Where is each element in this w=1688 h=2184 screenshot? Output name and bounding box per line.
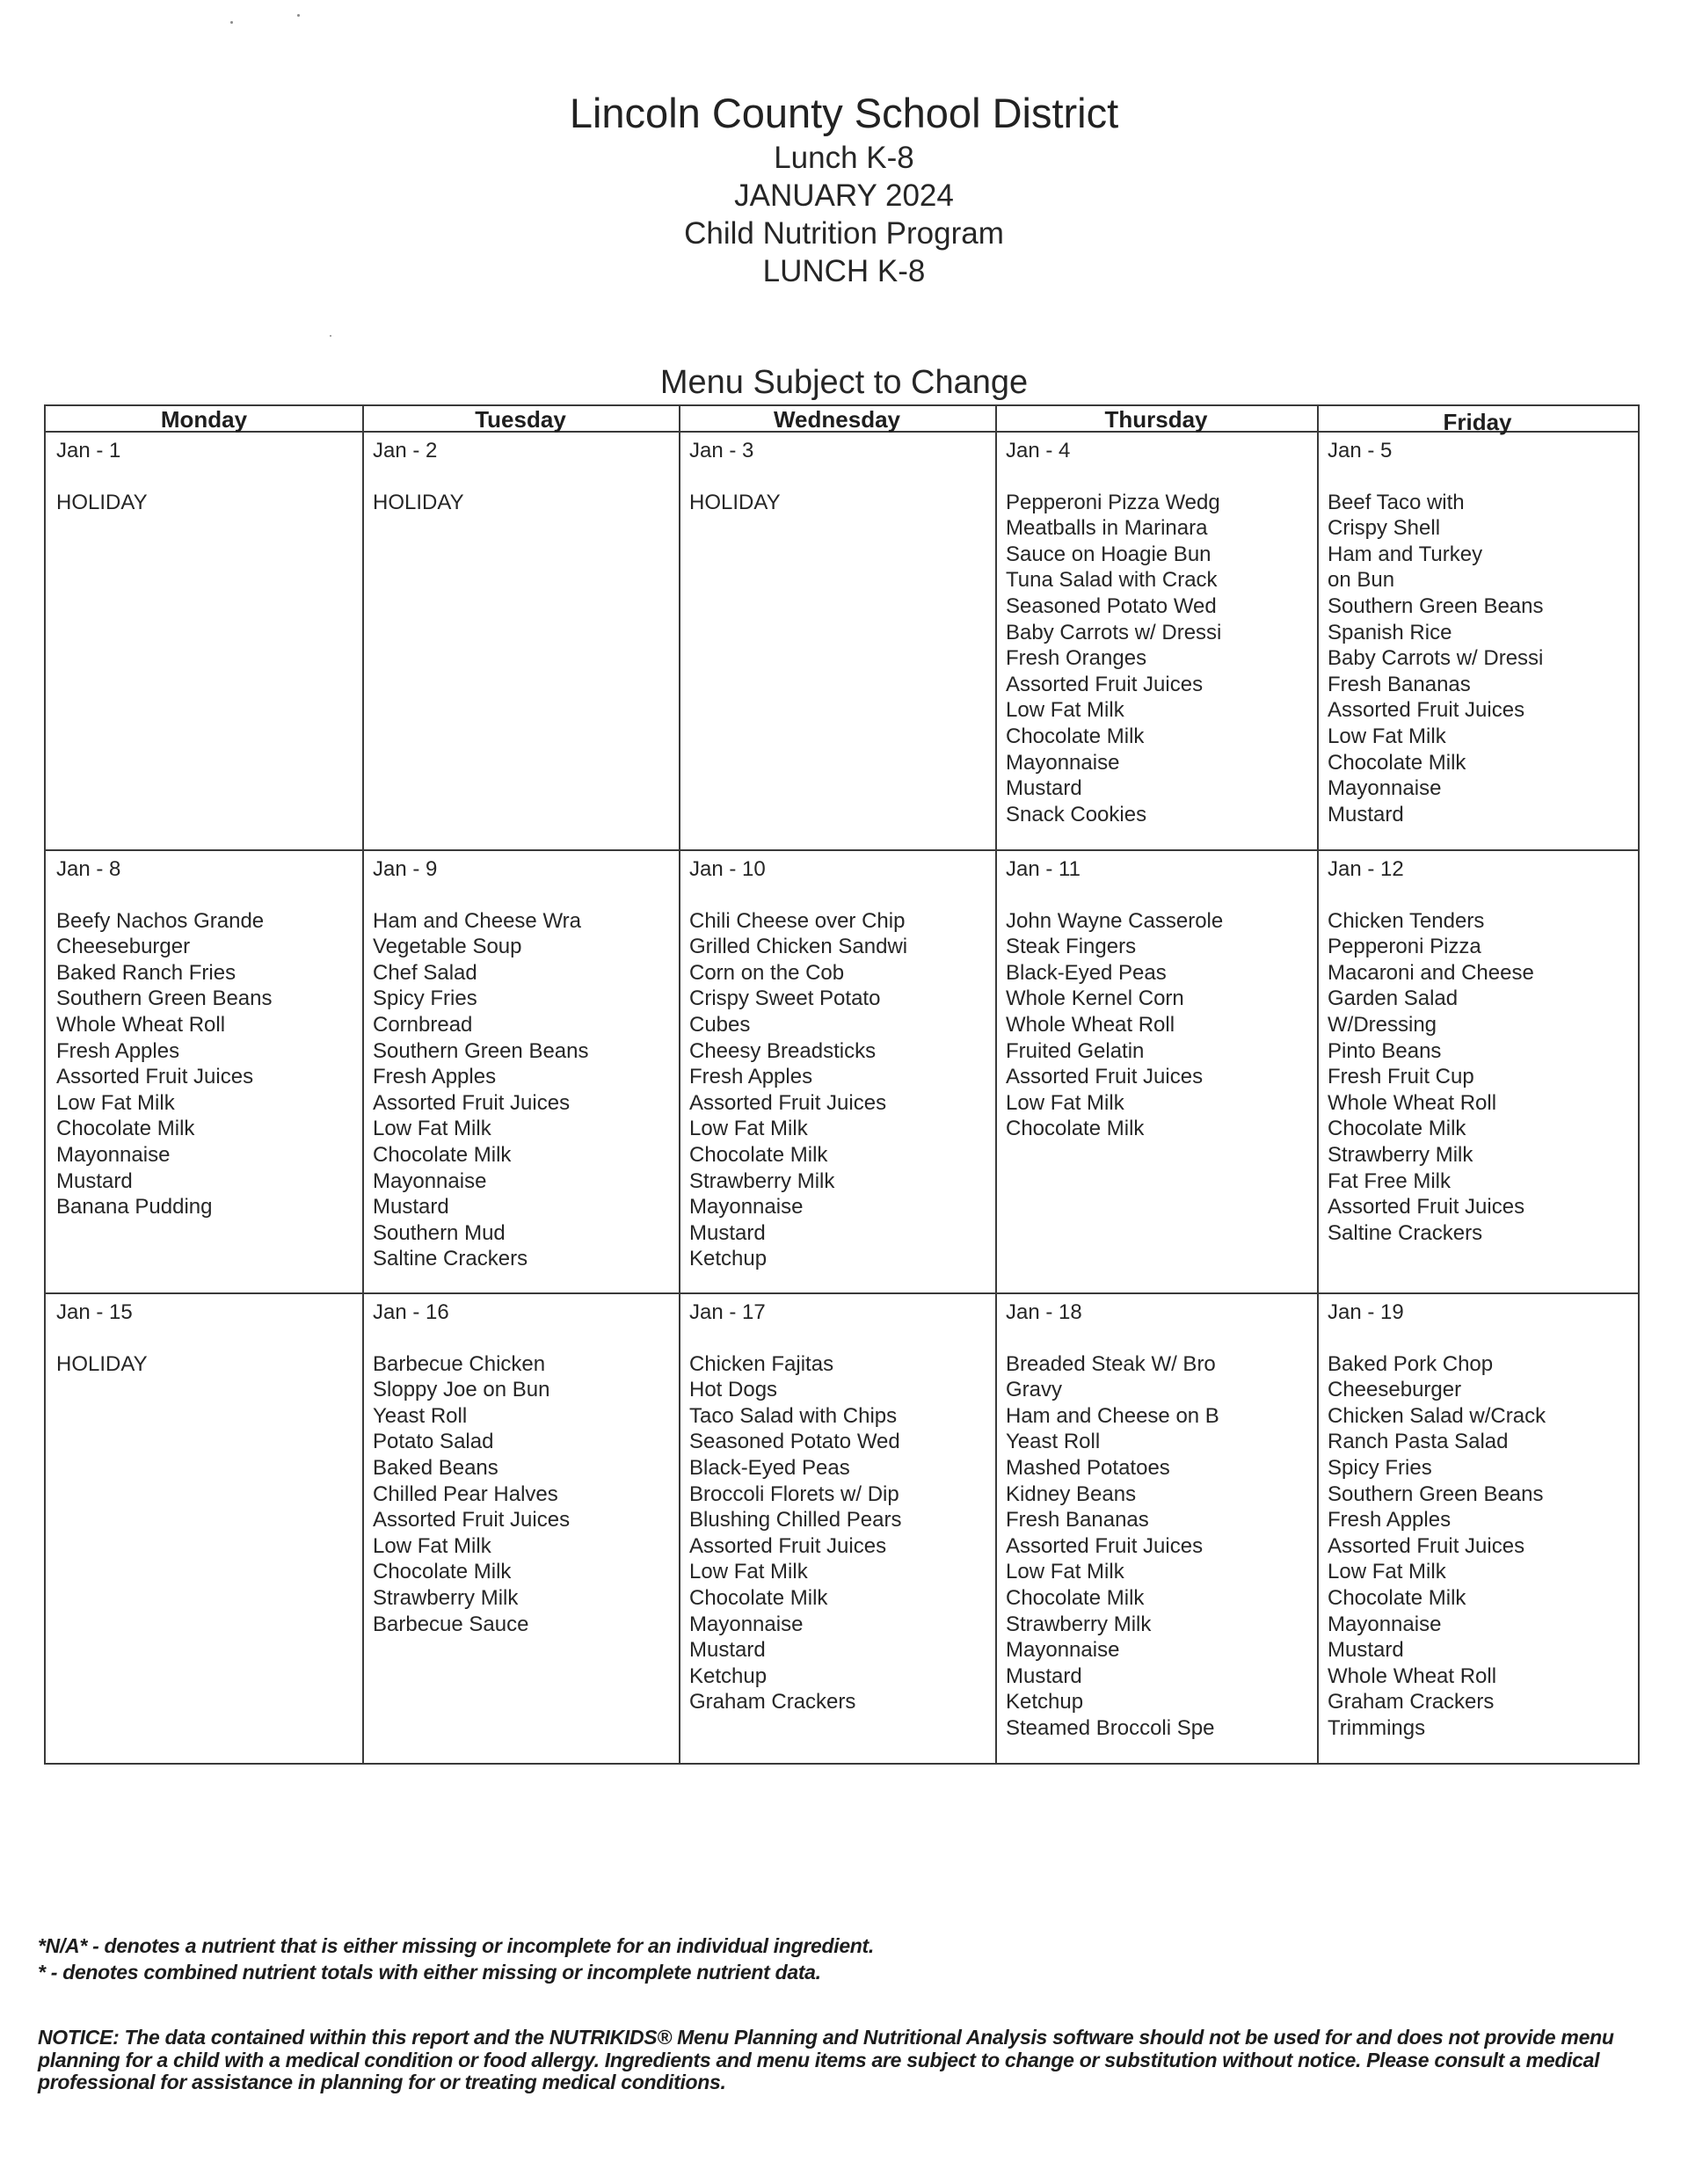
menu-item: Southern Green Beans (1328, 1481, 1544, 1506)
menu-item: Mustard (689, 1638, 766, 1663)
menu-item: Chicken Tenders (1328, 908, 1485, 933)
menu-items (1328, 908, 1638, 1247)
menu-item: Mayonnaise (56, 1142, 171, 1167)
menu-item: Whole Kernel Corn (1006, 986, 1184, 1011)
menu-item: Strawberry Milk (689, 1168, 835, 1193)
footnote-na: *N/A* - denotes a nutrient that is either missing or incomplete for an individual ingredient. (38, 1934, 875, 1957)
column-header-friday: Friday (1443, 409, 1512, 435)
menu-item: Cubes (689, 1012, 751, 1037)
menu-item: Assorted Fruit Juices (1328, 698, 1525, 723)
menu-item: Chocolate Milk (1006, 724, 1145, 748)
menu-item: Assorted Fruit Juices (1006, 1065, 1204, 1089)
menu-items (1006, 908, 1317, 1142)
day-cell (679, 851, 995, 1272)
date-label: Jan - 9 (373, 857, 438, 881)
menu-item: Low Fat Milk (1006, 698, 1124, 723)
menu-item: Assorted Fruit Juices (373, 1090, 571, 1115)
menu-item: Tuna Salad with Crack (1006, 568, 1218, 593)
menu-item: Assorted Fruit Juices (689, 1090, 887, 1115)
date-label: Jan - 19 (1328, 1300, 1404, 1324)
menu-items (56, 908, 362, 1220)
header-line-lunch-k8: Lunch K-8 (774, 141, 914, 175)
menu-item: Vegetable Soup (373, 935, 522, 959)
menu-item: Garden Salad (1328, 986, 1459, 1011)
menu-item: Whole Wheat Roll (1006, 1012, 1175, 1037)
date-label: Jan - 11 (1006, 857, 1080, 881)
menu-item: Black-Eyed Peas (1006, 960, 1167, 985)
menu-item: Breaded Steak W/ Bro (1006, 1351, 1216, 1376)
menu-item: Mayonnaise (373, 1168, 487, 1193)
menu-item: Saltine Crackers (373, 1247, 528, 1271)
menu-item: Chocolate Milk (56, 1117, 195, 1141)
menu-item: Potato Salad (373, 1430, 494, 1454)
date-label: Jan - 4 (1006, 439, 1071, 462)
menu-item: Baby Carrots w/ Dressi (1006, 620, 1222, 644)
menu-item: Strawberry Milk (373, 1585, 519, 1610)
menu-item: Snack Cookies (1006, 802, 1147, 826)
menu-item: Ham and Turkey (1328, 542, 1483, 566)
menu-item: Mayonnaise (1006, 1638, 1120, 1663)
column-header-monday: Monday (160, 406, 248, 433)
menu-item: Baby Carrots w/ Dressi (1328, 646, 1544, 671)
menu-items (373, 1351, 679, 1638)
menu-item: Chocolate Milk (373, 1142, 512, 1167)
menu-item: Mayonnaise (689, 1195, 804, 1219)
menu-item: Mustard (1328, 1638, 1404, 1663)
menu-items (56, 490, 362, 516)
menu-item: Fresh Apples (373, 1065, 497, 1089)
menu-item: Southern Mud (373, 1220, 506, 1245)
menu-item: Seasoned Potato Wed (689, 1430, 900, 1454)
notice-disclaimer: NOTICE: The data contained within this report and the NUTRIKIDS® Menu Planning and Nutritional Analysis software should not be used for and does not provide menu planning for a child with a medical condition or food allergy. Ingredients and menu items are subject to change or substitution without notice. Please consult a medical professional for assistance in planning for or treating medical conditions. (38, 2026, 1614, 2093)
menu-items (1006, 490, 1317, 828)
menu-item: Low Fat Milk (1006, 1090, 1124, 1115)
date-label: Jan - 8 (56, 857, 121, 881)
menu-item: Mustard (1006, 1663, 1082, 1688)
menu-items (1006, 1351, 1317, 1742)
menu-item: Kidney Beans (1006, 1481, 1137, 1506)
menu-item: Yeast Roll (1006, 1430, 1101, 1454)
menu-item: Barbecue Sauce (373, 1612, 529, 1636)
menu-item: Low Fat Milk (373, 1533, 491, 1558)
menu-item: Ketchup (689, 1663, 768, 1688)
header-line-month: JANUARY 2024 (734, 178, 954, 213)
menu-item: Assorted Fruit Juices (1328, 1195, 1525, 1219)
menu-item: Chili Cheese over Chip (689, 908, 906, 933)
footnote-star: * - denotes combined nutrient totals with either missing or incomplete nutrient data. (38, 1961, 821, 1984)
menu-item: Chilled Pear Halves (373, 1481, 558, 1506)
menu-item: John Wayne Casserole (1006, 908, 1224, 933)
menu-item: Pepperoni Pizza (1328, 935, 1481, 959)
date-label: Jan - 18 (1006, 1300, 1082, 1324)
menu-item: Mustard (373, 1195, 449, 1219)
menu-item: Pinto Beans (1328, 1038, 1442, 1063)
menu-item: Sloppy Joe on Bun (373, 1378, 550, 1402)
menu-item: Fresh Apples (689, 1065, 813, 1089)
menu-item: Ranch Pasta Salad (1328, 1430, 1509, 1454)
day-cell (995, 433, 1317, 827)
menu-item: Trimmings (1328, 1715, 1426, 1740)
menu-item: Crispy Sweet Potato (689, 986, 881, 1011)
menu-item: Baked Beans (373, 1455, 498, 1480)
menu-item: Fruited Gelatin (1006, 1038, 1145, 1063)
day-cell (679, 433, 995, 515)
day-cell (362, 851, 679, 1272)
menu-item: Assorted Fruit Juices (373, 1508, 571, 1532)
menu-item: Mayonnaise (1328, 1612, 1442, 1636)
day-cell (995, 1294, 1317, 1742)
menu-item: Whole Wheat Roll (56, 1012, 226, 1037)
day-cell (362, 1294, 679, 1637)
day-cell (1317, 851, 1638, 1246)
day-cell (46, 433, 362, 515)
menu-item: Whole Wheat Roll (1328, 1090, 1497, 1115)
menu-item: Sauce on Hoagie Bun (1006, 542, 1211, 566)
menu-item: Mayonnaise (689, 1612, 804, 1636)
menu-item: Cornbread (373, 1012, 473, 1037)
date-label: Jan - 15 (56, 1300, 133, 1324)
menu-item: Low Fat Milk (373, 1117, 491, 1141)
menu-item: Low Fat Milk (689, 1560, 808, 1584)
header-line-program: Child Nutrition Program (684, 216, 1004, 251)
menu-item: Chocolate Milk (689, 1142, 828, 1167)
menu-item: Low Fat Milk (1328, 1560, 1446, 1584)
menu-item: Barbecue Chicken (373, 1351, 546, 1376)
menu-item: Taco Salad with Chips (689, 1403, 898, 1428)
menu-item: Black-Eyed Peas (689, 1455, 850, 1480)
menu-items (373, 490, 679, 516)
day-cell (1317, 1294, 1638, 1742)
menu-item: Chocolate Milk (1006, 1585, 1145, 1610)
menu-item: Low Fat Milk (1328, 724, 1446, 748)
menu-items (689, 908, 995, 1272)
menu-item: Spanish Rice (1328, 620, 1452, 644)
menu-item: Fresh Apples (56, 1038, 180, 1063)
menu-item: Southern Green Beans (56, 986, 273, 1011)
menu-items (56, 1351, 362, 1378)
menu-item: Broccoli Florets w/ Dip (689, 1481, 899, 1506)
menu-item: Chicken Fajitas (689, 1351, 834, 1376)
menu-item: Mustard (1328, 802, 1404, 826)
menu-item: Baked Pork Chop (1328, 1351, 1494, 1376)
menu-item: Steak Fingers (1006, 935, 1137, 959)
date-label: Jan - 17 (689, 1300, 766, 1324)
menu-item: Corn on the Cob (689, 960, 845, 985)
menu-item: Chicken Salad w/Crack (1328, 1403, 1546, 1428)
menu-item: Banana Pudding (56, 1195, 213, 1219)
date-label: Jan - 2 (373, 439, 438, 462)
menu-item: Chocolate Milk (1328, 1585, 1466, 1610)
menu-item: Mayonnaise (1328, 776, 1442, 801)
menu-item: Southern Green Beans (1328, 593, 1544, 618)
menu-item: Mustard (1006, 776, 1082, 801)
menu-item: Chocolate Milk (373, 1560, 512, 1584)
menu-item: Mayonnaise (1006, 750, 1120, 775)
document-header (0, 88, 1688, 290)
date-label: Jan - 5 (1328, 439, 1393, 462)
menu-items (689, 1351, 995, 1715)
menu-item: Whole Wheat Roll (1328, 1663, 1497, 1688)
menu-item: Ketchup (1006, 1690, 1084, 1714)
menu-item: Chocolate Milk (1328, 750, 1466, 775)
menu-item: Low Fat Milk (56, 1090, 175, 1115)
day-cell (46, 851, 362, 1220)
menu-item: Chocolate Milk (689, 1585, 828, 1610)
menu-item: Assorted Fruit Juices (56, 1065, 254, 1089)
date-label: Jan - 16 (373, 1300, 449, 1324)
menu-calendar-table (44, 404, 1640, 1765)
menu-item: Southern Green Beans (373, 1038, 589, 1063)
menu-item: Cheeseburger (1328, 1378, 1462, 1402)
menu-item: Chef Salad (373, 960, 477, 985)
day-cell (46, 1294, 362, 1377)
menu-item: Spicy Fries (373, 986, 477, 1011)
day-cell (995, 851, 1317, 1142)
menu-item: Cheesy Breadsticks (689, 1038, 877, 1063)
menu-item: Fresh Fruit Cup (1328, 1065, 1474, 1089)
holiday-label: HOLIDAY (56, 1351, 148, 1376)
menu-item: Ham and Cheese on B (1006, 1403, 1219, 1428)
menu-item: W/Dressing (1328, 1012, 1437, 1037)
menu-item: Steamed Broccoli Spe (1006, 1715, 1215, 1740)
scan-speck (330, 335, 331, 337)
menu-items (1328, 1351, 1638, 1742)
column-header-tuesday: Tuesday (475, 406, 566, 433)
menu-item: Hot Dogs (689, 1378, 778, 1402)
menu-item: Ketchup (689, 1247, 768, 1271)
scan-speck (230, 21, 233, 24)
menu-item: Grilled Chicken Sandwi (689, 935, 908, 959)
menu-item: Chocolate Milk (1006, 1117, 1145, 1141)
menu-item: Beef Taco with (1328, 490, 1465, 514)
menu-item: Meatballs in Marinara (1006, 516, 1208, 541)
date-label: Jan - 3 (689, 439, 754, 462)
menu-items (373, 908, 679, 1272)
menu-item: Fresh Apples (1328, 1508, 1452, 1532)
menu-item: Strawberry Milk (1328, 1142, 1473, 1167)
menu-item: Saltine Crackers (1328, 1220, 1483, 1245)
menu-item: Low Fat Milk (1006, 1560, 1124, 1584)
day-cell (1317, 433, 1638, 827)
district-title: Lincoln County School District (569, 90, 1119, 136)
holiday-label: HOLIDAY (689, 490, 781, 514)
day-cell (362, 433, 679, 515)
menu-item: Graham Crackers (1328, 1690, 1495, 1714)
date-label: Jan - 12 (1328, 857, 1404, 881)
menu-items (1328, 490, 1638, 828)
menu-item: Assorted Fruit Juices (1006, 672, 1204, 696)
menu-item: Crispy Shell (1328, 516, 1441, 541)
scan-speck (297, 14, 300, 17)
menu-item: Assorted Fruit Juices (1328, 1533, 1525, 1558)
date-label: Jan - 10 (689, 857, 766, 881)
menu-item: Blushing Chilled Pears (689, 1508, 902, 1532)
menu-item: Assorted Fruit Juices (689, 1533, 887, 1558)
menu-item: Fresh Bananas (1328, 672, 1471, 696)
menu-item: Fat Free Milk (1328, 1168, 1452, 1193)
menu-items (689, 490, 995, 516)
menu-item: Cheeseburger (56, 935, 191, 959)
menu-item: Pepperoni Pizza Wedg (1006, 490, 1220, 514)
menu-item: Assorted Fruit Juices (1006, 1533, 1204, 1558)
day-cell (679, 1294, 995, 1715)
menu-item: Graham Crackers (689, 1690, 856, 1714)
holiday-label: HOLIDAY (56, 490, 148, 514)
menu-item: Baked Ranch Fries (56, 960, 236, 985)
menu-item: Seasoned Potato Wed (1006, 593, 1217, 618)
menu-item: on Bun (1328, 568, 1395, 593)
menu-item: Mustard (56, 1168, 133, 1193)
menu-subject-to-change-note: Menu Subject to Change (659, 364, 1029, 401)
column-header-wednesday: Wednesday (773, 406, 900, 433)
menu-item: Strawberry Milk (1006, 1612, 1152, 1636)
menu-item: Gravy (1006, 1378, 1063, 1402)
menu-item: Mashed Potatoes (1006, 1455, 1170, 1480)
menu-item: Chocolate Milk (1328, 1117, 1466, 1141)
menu-item: Mustard (689, 1220, 766, 1245)
menu-item: Macaroni and Cheese (1328, 960, 1534, 985)
holiday-label: HOLIDAY (373, 490, 464, 514)
menu-item: Ham and Cheese Wra (373, 908, 581, 933)
menu-item: Fresh Oranges (1006, 646, 1147, 671)
menu-item: Low Fat Milk (689, 1117, 808, 1141)
column-header-thursday: Thursday (1104, 406, 1208, 433)
date-label: Jan - 1 (56, 439, 121, 462)
menu-item: Yeast Roll (373, 1403, 468, 1428)
header-line-lunch-k8-caps: LUNCH K-8 (762, 254, 926, 288)
menu-item: Spicy Fries (1328, 1455, 1432, 1480)
menu-item: Fresh Bananas (1006, 1508, 1149, 1532)
menu-item: Beefy Nachos Grande (56, 908, 265, 933)
